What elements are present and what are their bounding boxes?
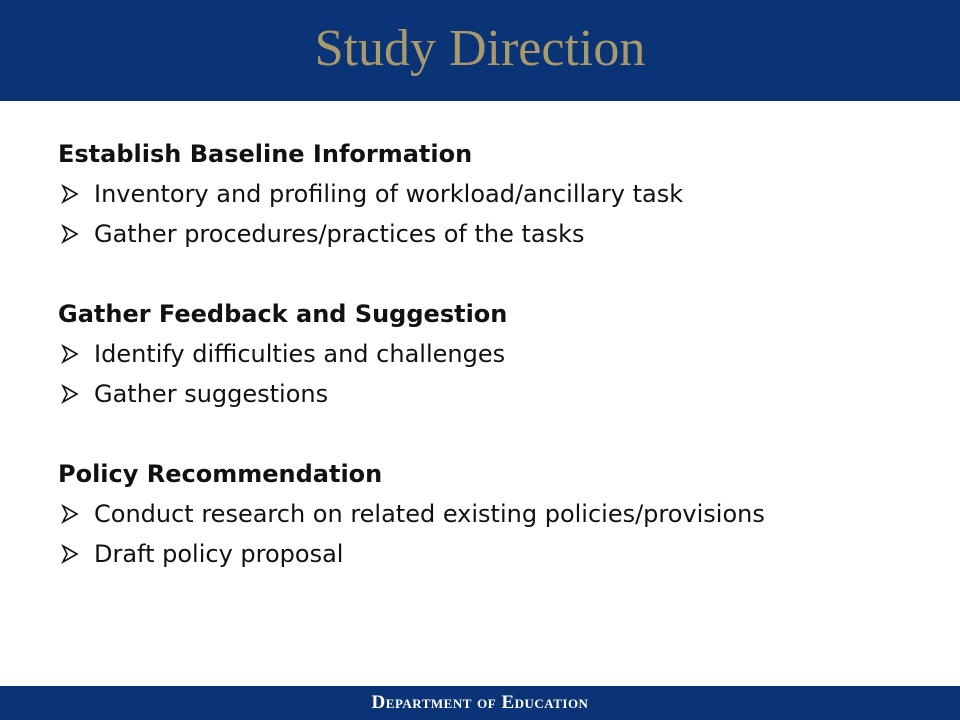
- section-heading: Gather Feedback and Suggestion: [58, 300, 508, 328]
- section-feedback: [58, 294, 938, 414]
- arrowhead-bullet-icon: [58, 382, 82, 406]
- arrowhead-bullet-icon: [58, 542, 82, 566]
- bullet-item: [58, 214, 938, 254]
- header-band: [0, 0, 960, 101]
- slide-title: Study Direction: [314, 19, 646, 77]
- section-heading: Establish Baseline Information: [58, 140, 473, 168]
- bullet-text: Inventory and profiling of workload/ancillary task: [94, 180, 684, 208]
- footer-band: [0, 686, 960, 720]
- arrowhead-bullet-icon: [58, 342, 82, 366]
- bullet-text: Draft policy proposal: [94, 540, 344, 568]
- arrowhead-bullet-icon: [58, 222, 82, 246]
- section-baseline: [58, 134, 938, 254]
- footer-label: Department of Education: [371, 692, 589, 713]
- bullet-item: [58, 334, 938, 374]
- section-heading: Policy Recommendation: [58, 460, 383, 488]
- bullet-item: [58, 534, 938, 574]
- bullet-text: Gather suggestions: [94, 380, 329, 408]
- section-policy: [58, 454, 938, 574]
- arrowhead-bullet-icon: [58, 182, 82, 206]
- slide-content: [58, 134, 938, 614]
- bullet-text: Identify difficulties and challenges: [94, 340, 506, 368]
- arrowhead-bullet-icon: [58, 502, 82, 526]
- bullet-text: Conduct research on related existing policies/provisions: [94, 500, 765, 528]
- bullet-item: [58, 494, 938, 534]
- bullet-text: Gather procedures/practices of the tasks: [94, 220, 585, 248]
- bullet-item: [58, 174, 938, 214]
- bullet-item: [58, 374, 938, 414]
